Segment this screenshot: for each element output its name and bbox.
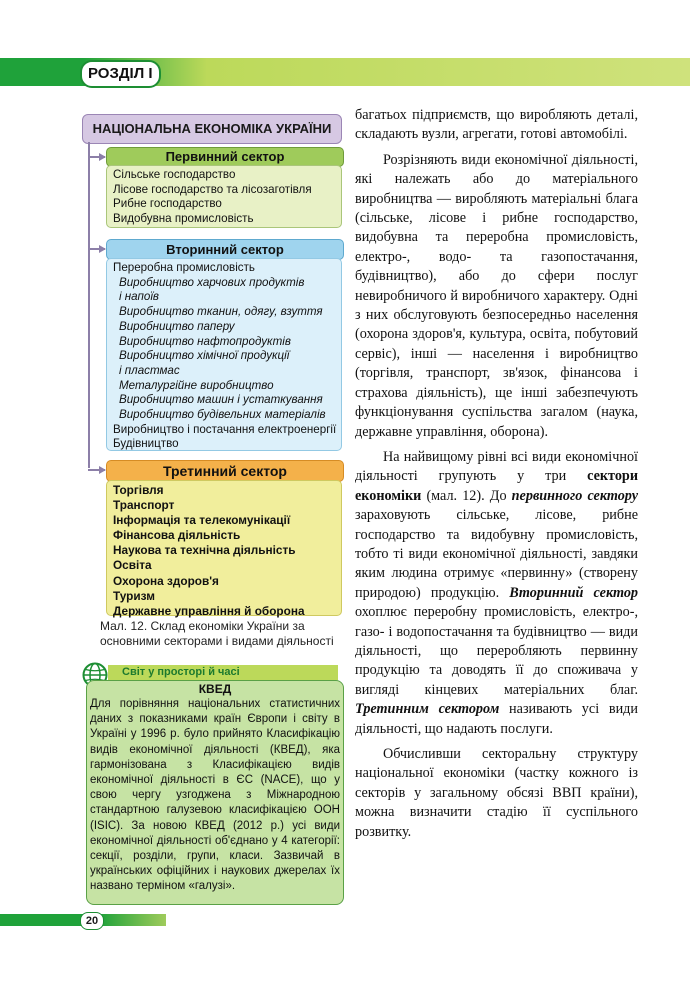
term-secondary-sector: Вторинний сектор [509, 584, 639, 601]
tertiary-sector-list [106, 480, 342, 616]
list-item: Охорона здоров'я [113, 573, 219, 588]
diagram-title: НАЦІОНАЛЬНА ЕКОНОМІКА УКРАЇНИ [82, 114, 342, 144]
list-item: Наукова та технічна діяльність [113, 543, 296, 558]
list-item: Виробництво будівельних матеріалів [119, 408, 326, 422]
section-label: РОЗДІЛ І [80, 60, 161, 88]
primary-sector-title: Первинний сектор [106, 147, 344, 167]
list-item: Інформація та телекомунікації [113, 513, 291, 528]
list-item: Фінансова діяльність [113, 528, 241, 543]
primary-sector-list [106, 165, 342, 228]
list-item: Виробництво харчових продуктів [119, 275, 305, 289]
list-item: і напоїв [119, 290, 159, 304]
info-box-text: Для порівняння національних статистичних даних з показниками країн Європи і світу в Україні у 1996 р. було прийнято Класифікацію видів економічної діяльності (КВЕД), яка гармонізована з Класифікацією видів економічної діяльності в ЄС (NACE), що у свою чергу узгоджена з Міжнародною стандартною галузевою класифікацією ООН (ISIC). За новою КВЕД (2012 р.) усі види економічної діяльності об'єднано у 4 категорії: секції, розділи, групи, класи. Зазвичай в українських офіційних і наукових джерелах їх названо терміном «галузі». [90, 698, 340, 893]
tertiary-sector-title: Третинний сектор [106, 460, 344, 482]
arrow-secondary-icon [99, 245, 106, 253]
text-run: зараховують сільське, лісове, рибне господарство та видобувну промисловість, тобто ті види економічної діяльності, завдяки яким людина отримує «первинну» (створену природою) продукцію. [355, 507, 638, 601]
text-run: охоплює переробну промисловість, електро-, газо- і водопостачання та будівництво — види діяльності, що переробляють первинну продукцію та доводять її до споживача у вигляді кінцевих матеріальних благ. [355, 604, 638, 698]
list-item: Рибне господарство [113, 197, 222, 211]
paragraph: Обчисливши секторальну структуру національної економіки (частку кожного із секторів у загальному обсязі ВВП країни), можна визначити стадію її суспільного розвитку. [355, 746, 638, 840]
list-item: Сільське господарство [113, 168, 236, 181]
paragraph: Розрізняють види економічної діяльності, які належать або до матеріального виробництва — виробляють матеріальні блага (сільське, лісове і рибне господарство, видобувна та переробна промисловість, електро-, водо- та газопостачання, будівництво), або до сфери послуг невиробничого й виробничого характеру. Одні з них обслуговують безпосередньо населення (охорона здоров'я, культура, освіта, побутовий сервіс), інші — населення і виробництво (торгівля, транспорт, зв'язок, фінансова і страхова діяльність), ще інші забезпечують функціонування суспільства загалом (наука, державне управління, оборона). [355, 151, 638, 440]
term-economy-sectors: сектори економіки [355, 468, 638, 504]
term-tertiary-sector: Третинним сектором [355, 701, 500, 718]
text-run: (мал. 12). До [421, 487, 512, 504]
list-item: і пластмас [119, 363, 180, 377]
rubric-label: Світ у просторі й часі [108, 665, 338, 680]
list-item: Виробництво паперу [119, 319, 235, 333]
term-primary-sector: первинного сектору [511, 487, 639, 504]
arrow-tertiary-icon [99, 466, 106, 474]
arrow-primary-icon [99, 153, 106, 161]
secondary-sector-title: Вторинний сектор [106, 239, 344, 260]
list-item: Виробництво тканин, одягу, взуття [119, 305, 323, 319]
text-run: На найвищому рівні всі види економічної діяльності групують у три [355, 448, 638, 485]
paragraph: багатьох підприємств, що виробляють деталі, складають вузли, агрегати, готові автомобілі. [355, 107, 638, 143]
list-item: Виробництво нафтопродуктів [119, 334, 291, 348]
list-item: Металургійне виробництво [119, 378, 274, 392]
page-number: 20 [80, 912, 104, 930]
text-run: називають усі види діяльності, що надають послуги. [355, 701, 638, 737]
list-item: Торгівля [113, 483, 164, 497]
figure-caption [100, 619, 346, 649]
info-box-title: КВЕД [198, 682, 232, 696]
list-item: Освіта [113, 558, 152, 573]
caption-line: Мал. 12. Склад економіки України за [100, 619, 305, 633]
diagram-connector [88, 142, 90, 468]
list-item: Державне управління й оборона [113, 603, 305, 618]
paragraph [355, 448, 638, 739]
list-item: Виробництво машин і устаткування [119, 393, 323, 407]
list-item: Транспорт [113, 498, 175, 513]
secondary-sector-list [106, 258, 342, 451]
list-item: Переробна промисловість [113, 261, 255, 274]
list-item: Туризм [113, 588, 155, 603]
list-item: Виробництво хімічної продукції [119, 349, 290, 363]
list-item: Виробництво і постачання електроенергії [113, 422, 337, 436]
list-item: Лісове господарство та лісозаготівля [113, 182, 312, 196]
main-text-column [355, 106, 638, 848]
list-item: Будівництво [113, 437, 179, 451]
list-item: Видобувна промисловість [113, 212, 254, 226]
caption-line: основними секторами і видами діяльності [100, 634, 334, 648]
